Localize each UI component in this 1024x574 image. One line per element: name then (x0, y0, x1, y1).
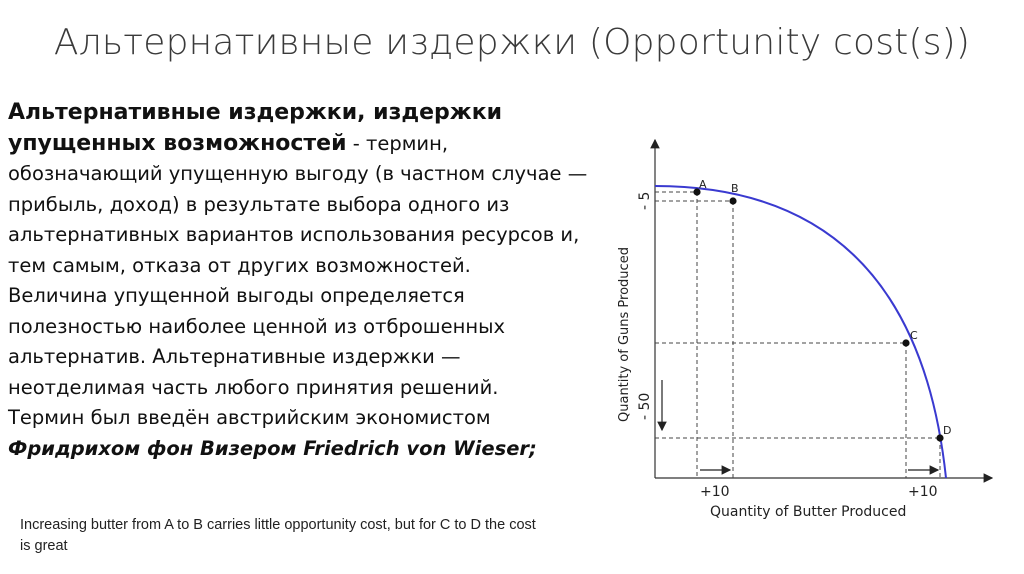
x-axis-label: Quantity of Butter Produced (710, 504, 907, 520)
delta-y-top-label: - 5 (637, 191, 653, 210)
point-c (902, 339, 909, 346)
point-c-label: C (910, 329, 918, 342)
ppf-chart (600, 130, 1000, 530)
definition-text-2: Величина упущенной выгоды определяется полезностью наиболее ценной из отброшенных альтернатив. Альтернативные издержки — неотделимая часть любого принятия решений. (8, 284, 506, 399)
delta-x-left-label: +10 (700, 484, 730, 500)
point-b (729, 197, 736, 204)
delta-x-right-label: +10 (908, 484, 938, 500)
ppf-chart-svg (600, 130, 1000, 530)
definition-text-3: Термин был введён австрийским экономистом (8, 406, 491, 429)
definition-author: Фридрихом фон Визером Friedrich von Wieser; (8, 436, 537, 460)
definition-text-1: - термин, обозначающий упущенную выгоду (в частном случае — прибыль, доход) в результате выбора одного из альтернативных вариантов использования ресурсов и, тем самым, отказа от других возможностей. (8, 131, 588, 277)
delta-y-bottom-label: - 50 (637, 392, 653, 420)
point-b-label: B (731, 182, 739, 195)
definition-term: Альтернативные издержки, издержки упущенных возможностей (8, 100, 503, 156)
guide-lines (655, 192, 940, 478)
point-a-label: A (699, 178, 707, 191)
y-axis-label: Quantity of Guns Produced (617, 247, 632, 422)
chart-note: Increasing butter from A to B carries little opportunity cost, but for C to D the cost is great (20, 517, 536, 554)
definition-text (8, 98, 598, 464)
point-d-label: D (943, 424, 952, 437)
ppf-curve (655, 186, 946, 478)
slide-title: Альтернативные издержки (Opportunity cost(s)) (53, 22, 971, 63)
